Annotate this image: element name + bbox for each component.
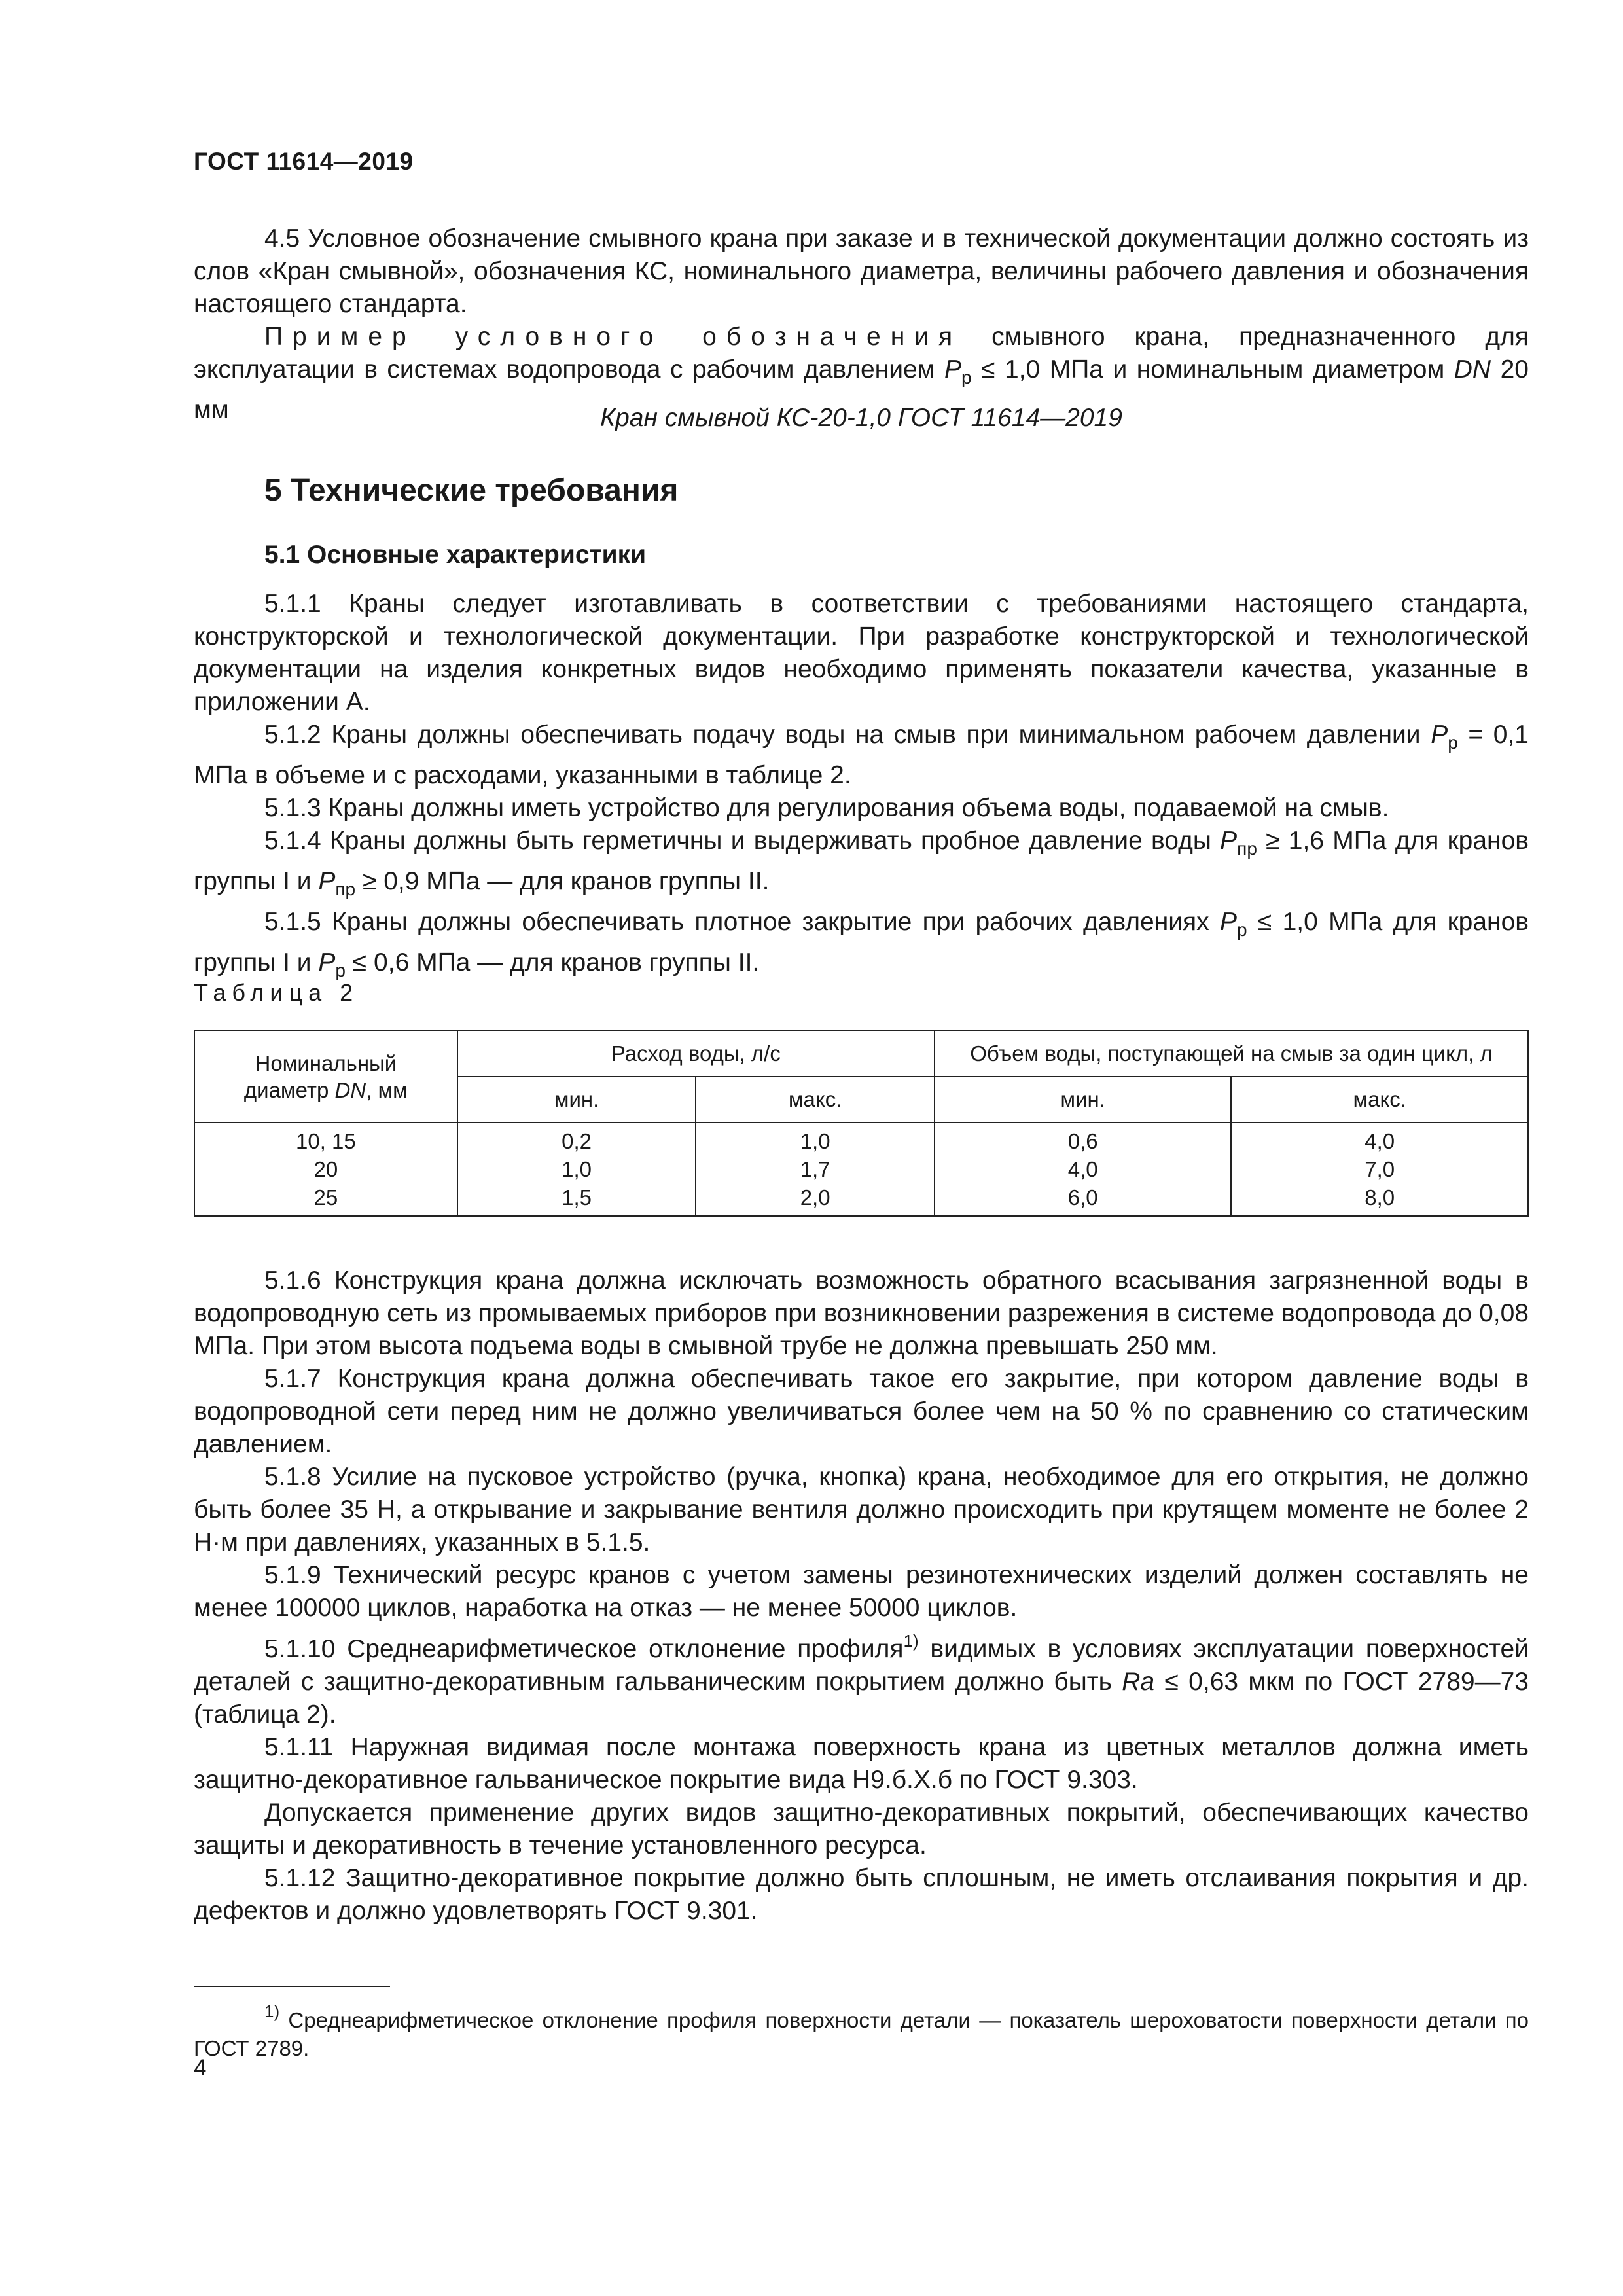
table-cell: 7,0 [1364, 1157, 1395, 1181]
table-cell: 4,0 [1067, 1157, 1098, 1181]
clause-5-1-4 [194, 825, 1529, 906]
table-cell: 1,5 [562, 1185, 592, 1210]
volume-min-column [935, 1122, 1232, 1216]
clause-5-1-1: 5.1.1 Краны следует изготавливать в соответствии с требованиями настоящего стандарта, конструкторской и технологической документации. При разработке конструкторской и технологической документации на изделия конкретных видов необходимо применять показатели качества, указанные в приложении А. [194, 590, 1529, 716]
clause-5-1-5 [194, 906, 1529, 987]
header-flow-max: макс. [696, 1077, 935, 1122]
clauses-5-1-1-to-5-1-5 [194, 588, 1529, 987]
clause-5-1-9: 5.1.9 Технический ресурс кранов с учетом замены резинотехнических изделий должен составлять не менее 100000 циклов, наработка на отказ — не менее 50000 циклов. [194, 1561, 1529, 1622]
table-cell: 0,2 [562, 1129, 592, 1153]
table-2 [194, 1030, 1529, 1217]
pressure-symbol: P [1219, 908, 1237, 936]
header-volume-min: мин. [935, 1077, 1232, 1122]
header-flow-min: мин. [457, 1077, 696, 1122]
document-header: ГОСТ 11614—2019 [194, 148, 414, 175]
dn-symbol: DN [334, 1077, 366, 1102]
ra-symbol: Ra [1122, 1668, 1155, 1696]
footnote-text: Среднеарифметическое отклонение профиля поверхности детали — показатель шероховатости поверхности детали по ГОСТ 2789. [194, 2008, 1529, 2060]
example-text-2: ≤ 1,0 МПа и номинальным диаметром [971, 355, 1454, 384]
clause-5-1-4-text-c: ≥ 0,9 МПа — для кранов группы II. [355, 867, 770, 895]
header-flow: Расход воды, л/с [457, 1030, 935, 1077]
section-5-1-title: 5.1 Основные характеристики [264, 541, 647, 569]
clause-5-1-4-text-b: ≥ 1,6 МПа для кранов группы I и [194, 827, 1529, 895]
pressure-symbol: P [1431, 721, 1448, 749]
clause-5-1-8: 5.1.8 Усилие на пусковое устройство (ручка, кнопка) крана, необходимое для его открытия, не должно быть более 35 Н, а открывание и закрывание вентиля должно происходить при крутящем моменте не более 2 Н·м при давлениях, указанных в 5.1.5. [194, 1463, 1529, 1556]
dn-symbol: DN [1454, 355, 1491, 384]
clause-5-1-10-text-b: видимых в условиях эксплуатации поверхностей деталей с защитно-декоративным гальваническим покрытием должно быть [194, 1635, 1529, 1696]
clause-5-1-4-text-a: 5.1.4 Краны должны быть герметичны и выдерживать пробное давление воды [264, 827, 1221, 855]
designation-line: Кран смывной КС-20-1,0 ГОСТ 11614—2019 [600, 404, 1122, 432]
table-2-caption: Таблица 2 [194, 979, 359, 1006]
pressure-symbol: P [1220, 827, 1238, 855]
header-dn-line-2: диаметр [243, 1077, 335, 1102]
clauses-5-1-6-to-5-1-12 [194, 1265, 1529, 1928]
pressure-subscript: р [335, 960, 346, 980]
table-cell: 1,0 [562, 1157, 592, 1181]
footnote-reference: 1) [903, 1631, 919, 1651]
clause-5-1-10-text-a: 5.1.10 Среднеарифметическое отклонение профиля [264, 1635, 904, 1663]
header-volume: Объем воды, поступающей на смыв за один цикл, л [935, 1030, 1528, 1077]
flow-min-column [457, 1122, 696, 1216]
header-dn-cell [194, 1030, 457, 1122]
clause-5-1-2-text-b: = 0,1 МПа в объеме и с расходами, указанными в таблице 2. [194, 721, 1529, 789]
footnote-mark: 1) [264, 2001, 280, 2021]
clause-5-1-11: 5.1.11 Наружная видимая после монтажа поверхность крана из цветных металлов должна иметь защитно-декоративное гальваническое покрытие вида Н9.б.Х.б по ГОСТ 9.303. [194, 1733, 1529, 1794]
pressure-subscript: р [1448, 732, 1458, 753]
clause-5-1-2 [194, 719, 1529, 792]
table-cell: 20 [313, 1157, 338, 1181]
clause-5-1-10-text-c: ≤ 0,63 мкм по ГОСТ 2789—73 (таблица 2). [194, 1668, 1529, 1729]
pressure-symbol: P [944, 355, 962, 384]
clause-5-1-2-text-a: 5.1.2 Краны должны обеспечивать подачу воды на смыв при минимальном рабочем давлении [264, 721, 1431, 749]
footnote [194, 1998, 1529, 2062]
table-cell: 6,0 [1067, 1185, 1098, 1210]
pressure-subscript: р [961, 367, 972, 387]
clause-5-1-5-text-b: ≤ 1,0 МПа для кранов группы I и [194, 908, 1529, 977]
flow-max-column [696, 1122, 935, 1216]
table-cell: 1,0 [800, 1129, 830, 1153]
pressure-symbol: P [318, 867, 336, 895]
table-cell: 25 [313, 1185, 338, 1210]
header-dn-unit: , мм [366, 1077, 408, 1102]
example-label: Пример условного обозначения [264, 323, 963, 351]
header-volume-max: макс. [1231, 1077, 1528, 1122]
example-text-1: смывного крана, предназначенного для эксплуатации в системах водопровода с рабочим давлением [194, 323, 1529, 384]
pressure-symbol: P [318, 948, 336, 977]
table-cell: 1,7 [800, 1157, 830, 1181]
clause-5-1-6: 5.1.6 Конструкция крана должна исключать возможность обратного всасывания загрязненной воды в водопроводную сеть из промываемых приборов при возникновении разрежения в системе водопровода до 0,08 МПа. При этом высота подъема воды в смывной трубе не должна превышать 250 мм. [194, 1266, 1529, 1360]
clause-5-1-5-text-a: 5.1.5 Краны должны обеспечивать плотное закрытие при рабочих давлениях [264, 908, 1220, 936]
table-data-row [194, 1122, 1528, 1216]
dn-column [194, 1122, 457, 1216]
clause-5-1-12: 5.1.12 Защитно-декоративное покрытие должно быть сплошным, не иметь отслаивания покрытия и др. дефектов и должно удовлетворять ГОСТ 9.301. [194, 1864, 1529, 1925]
test-pressure-subscript: пр [335, 879, 356, 899]
table-cell: 4,0 [1364, 1129, 1395, 1153]
page-number: 4 [194, 2055, 207, 2081]
clause-5-1-11-allowance: Допускается применение других видов защитно-декоративных покрытий, обеспечивающих качество защиты и декоративность в течение установленного ресурса. [194, 1799, 1529, 1859]
clause-5-1-3: 5.1.3 Краны должны иметь устройство для регулирования объема воды, подаваемой на смыв. [264, 794, 1389, 822]
volume-max-column [1231, 1122, 1528, 1216]
example-text-3: 20 мм [194, 355, 1529, 424]
section-5-title: 5 Технические требования [264, 473, 679, 508]
clause-4-5 [194, 223, 1529, 427]
table-cell: 8,0 [1364, 1185, 1395, 1210]
table-cell: 10, 15 [295, 1129, 356, 1153]
header-dn-line-1: Номинальный [255, 1050, 397, 1075]
clause-5-1-5-text-c: ≤ 0,6 МПа — для кранов группы II. [345, 948, 760, 977]
table-cell: 2,0 [800, 1185, 830, 1210]
footnote-separator [194, 1986, 390, 1987]
table-cell: 0,6 [1067, 1129, 1098, 1153]
clause-5-1-10 [194, 1624, 1529, 1731]
clause-4-5-text: 4.5 Условное обозначение смывного крана при заказе и в технической документации должно состоять из слов «Кран смывной», обозначения КС, номинального диаметра, величины рабочего давления и обозначения настоящего стандарта. [194, 224, 1529, 318]
clause-5-1-7: 5.1.7 Конструкция крана должна обеспечивать такое его закрытие, при котором давление воды в водопроводной сети перед ним не должно увеличиваться более чем на 50 % по сравнению со статическим давлением. [194, 1365, 1529, 1458]
table-header-row [194, 1030, 1528, 1077]
pressure-subscript: р [1236, 920, 1247, 940]
test-pressure-subscript: пр [1237, 838, 1257, 859]
